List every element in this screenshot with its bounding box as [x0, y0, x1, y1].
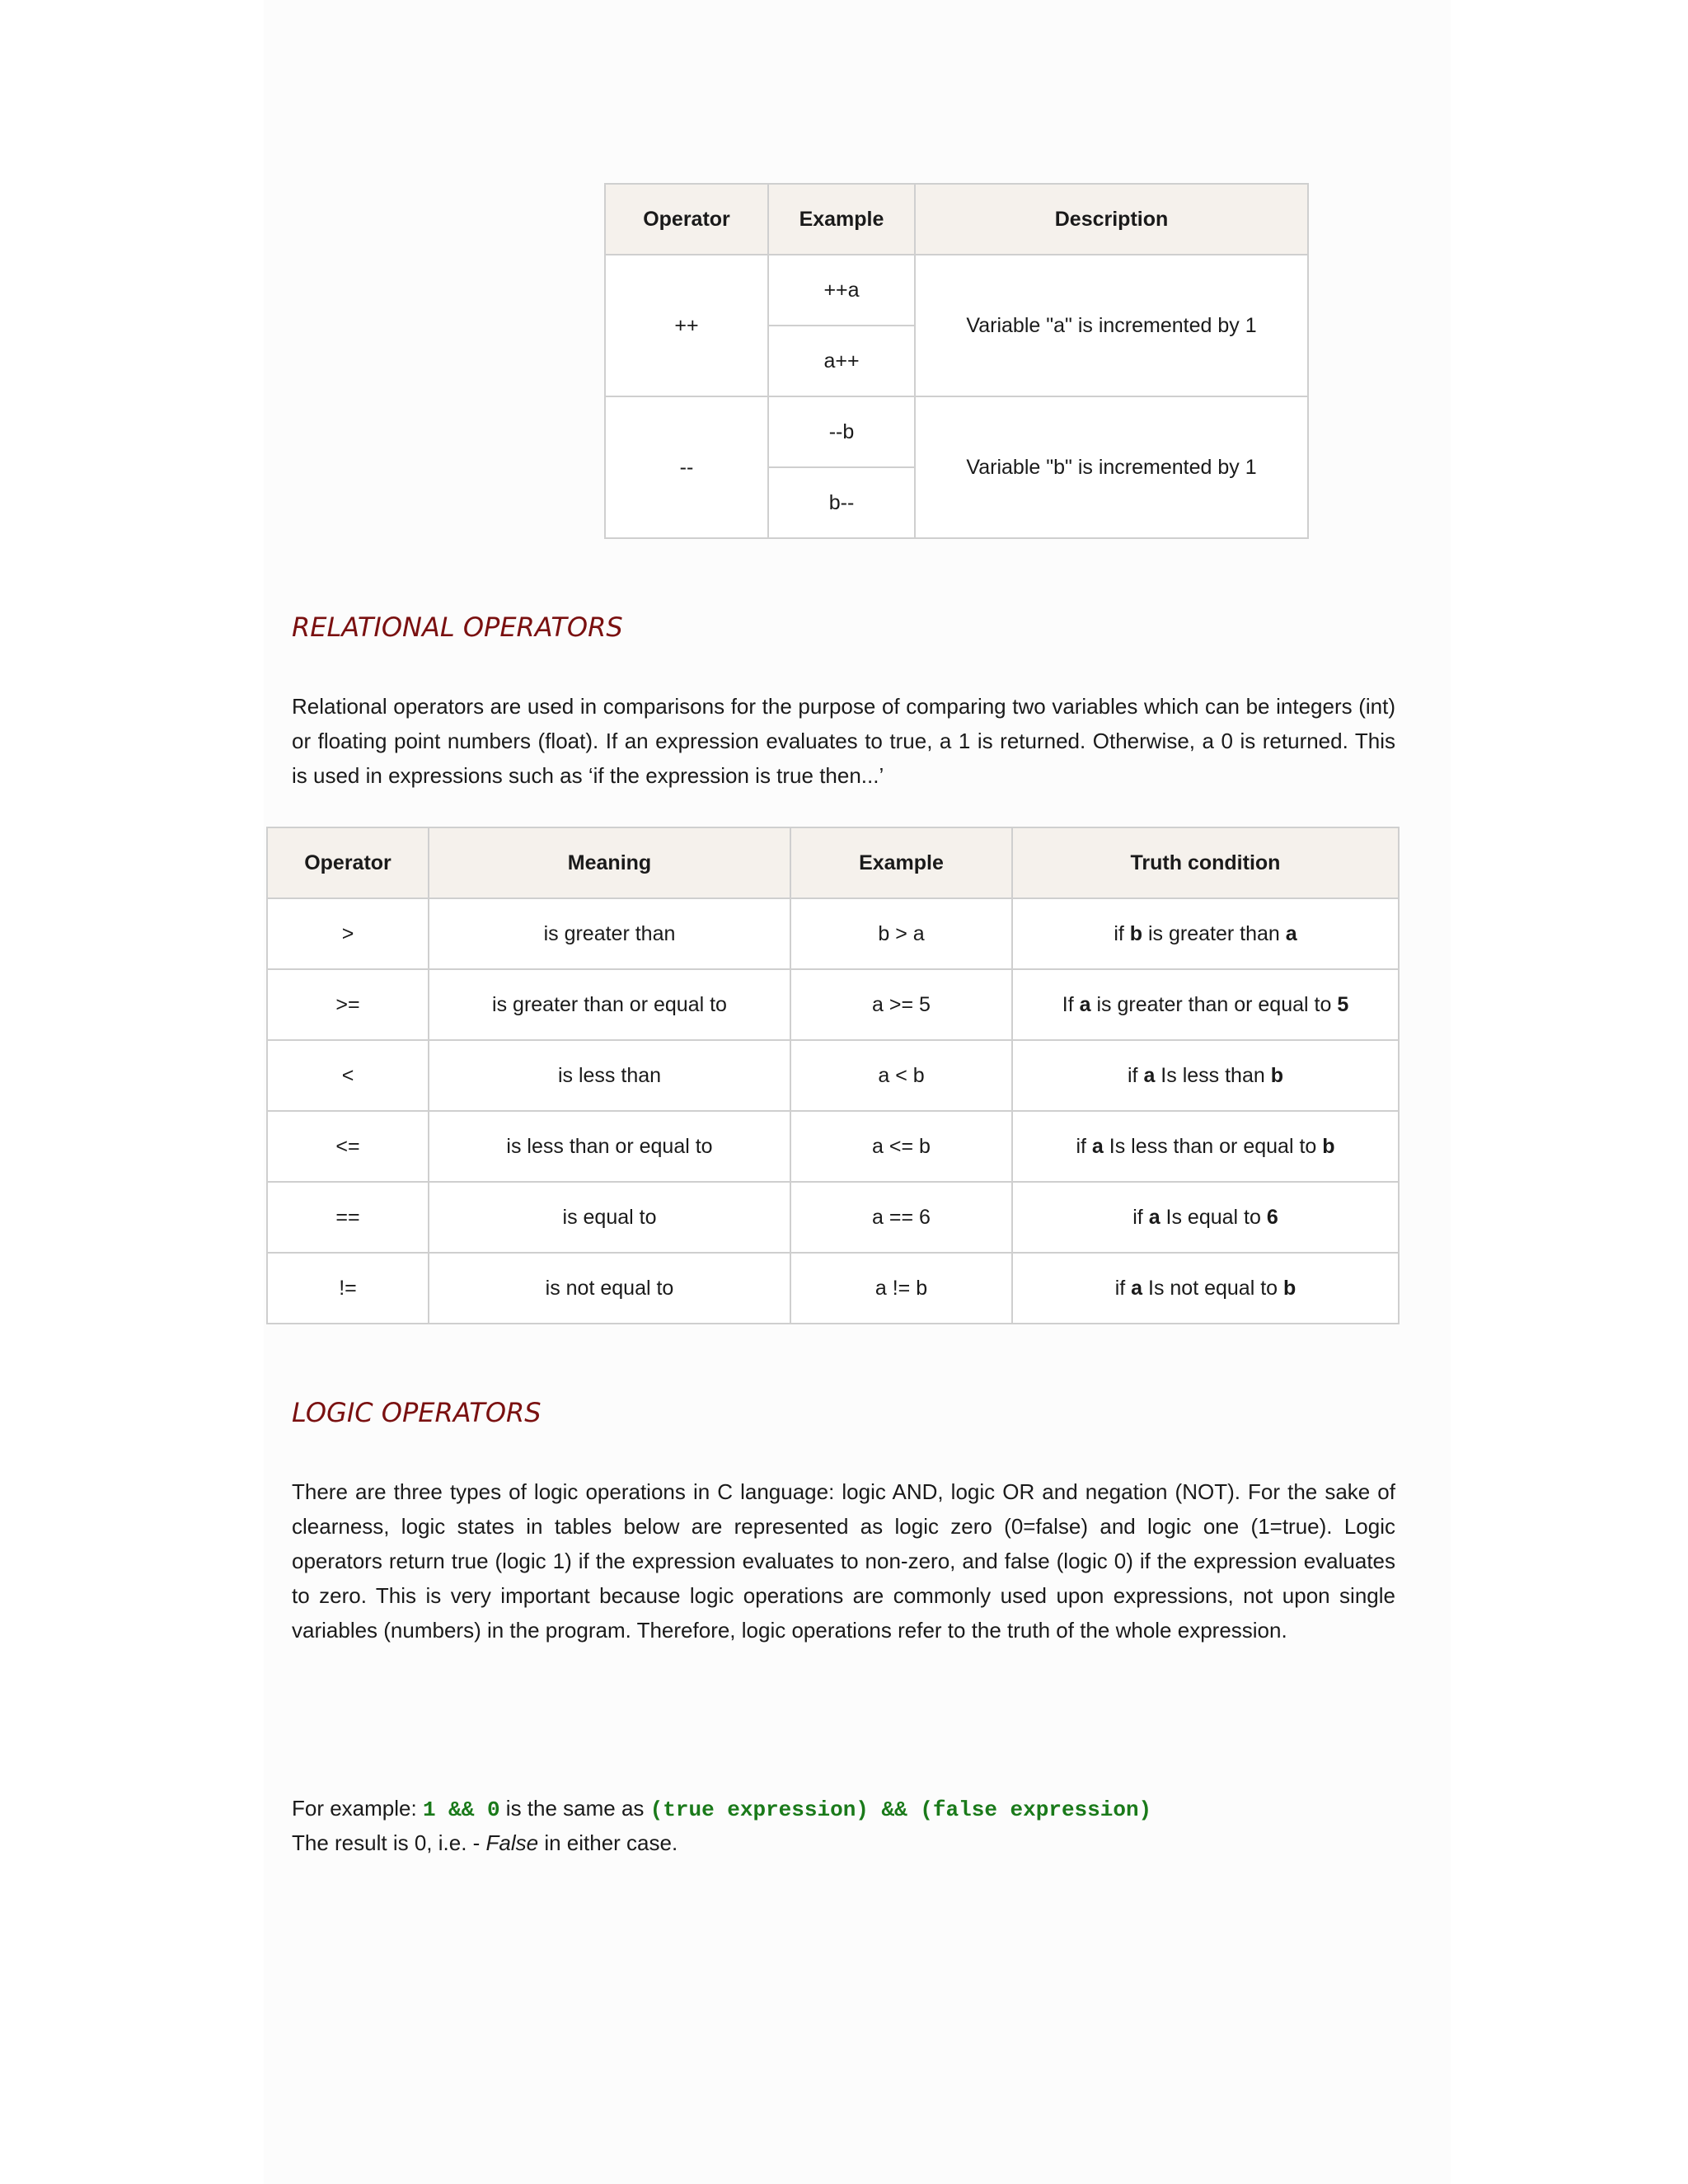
truth-text: Is equal to — [1160, 1205, 1267, 1229]
operator-cell: >= — [267, 969, 429, 1040]
truth-text: If — [1062, 992, 1080, 1016]
truth-text: Is less than — [1155, 1063, 1271, 1087]
description-cell: Variable "b" is incremented by 1 — [915, 396, 1308, 538]
meaning-cell: is greater than or equal to — [429, 969, 790, 1040]
truth-text: is greater than or equal to — [1090, 992, 1338, 1016]
header-operator: Operator — [267, 827, 429, 898]
result-prefix: The result is 0, i.e. - — [292, 1830, 486, 1855]
meaning-cell: is less than or equal to — [429, 1111, 790, 1182]
table-row — [267, 1182, 1399, 1253]
operator-cell: <= — [267, 1111, 429, 1182]
truth-text: if — [1076, 1134, 1092, 1158]
example-cell: a < b — [790, 1040, 1012, 1111]
relational-heading: RELATIONAL OPERATORS — [292, 612, 623, 643]
header-meaning: Meaning — [429, 827, 790, 898]
example-prefix: For example: — [292, 1796, 423, 1821]
truth-text: if — [1114, 921, 1130, 945]
example-cell: ++a — [768, 255, 915, 326]
example-cell: a++ — [768, 326, 915, 396]
operator-cell: == — [267, 1182, 429, 1253]
truth-text: is greater than — [1142, 921, 1286, 945]
truth-cell — [1012, 1040, 1399, 1111]
table-row — [267, 1040, 1399, 1111]
relational-operators-table — [266, 827, 1400, 1324]
truth-bold: a — [1148, 1205, 1160, 1229]
meaning-cell: is equal to — [429, 1182, 790, 1253]
truth-bold: 5 — [1337, 992, 1349, 1016]
header-truth-condition: Truth condition — [1012, 827, 1399, 898]
example-cell: a <= b — [790, 1111, 1012, 1182]
table-row — [267, 1111, 1399, 1182]
operator-cell: ++ — [605, 255, 768, 396]
example-cell: b > a — [790, 898, 1012, 969]
table-header-row — [267, 827, 1399, 898]
code-snippet: (true expression) && (false expression) — [649, 1797, 1152, 1822]
operator-cell: < — [267, 1040, 429, 1111]
logic-heading: LOGIC OPERATORS — [292, 1397, 542, 1428]
increment-operators-table — [604, 183, 1309, 539]
header-example: Example — [790, 827, 1012, 898]
relational-paragraph: Relational operators are used in comparisons for the purpose of comparing two variables which can be integers (int) or floating point numbers (float). If an expression evaluates to true, a 1 is returned. Otherwise, a 0 is returned. This is used in expressions such as ‘if the expression is true then...’ — [292, 694, 1395, 788]
operator-cell: > — [267, 898, 429, 969]
truth-bold: a — [1079, 992, 1091, 1016]
example-middle: is the same as — [499, 1796, 650, 1821]
header-operator: Operator — [605, 184, 768, 255]
example-cell: --b — [768, 396, 915, 467]
truth-bold: b — [1270, 1063, 1283, 1087]
header-example: Example — [768, 184, 915, 255]
truth-bold: a — [1131, 1276, 1143, 1300]
example-cell: b-- — [768, 467, 915, 538]
example-cell: a == 6 — [790, 1182, 1012, 1253]
description-cell: Variable "a" is incremented by 1 — [915, 255, 1308, 396]
table-row — [267, 1253, 1399, 1324]
truth-cell — [1012, 898, 1399, 969]
code-snippet: 1 && 0 — [422, 1797, 500, 1822]
table-row — [267, 969, 1399, 1040]
example-cell: a >= 5 — [790, 969, 1012, 1040]
table-row — [605, 396, 1308, 467]
truth-text: if — [1114, 1276, 1132, 1300]
truth-bold: a — [1285, 921, 1297, 945]
header-description: Description — [915, 184, 1308, 255]
table-row — [605, 255, 1308, 326]
example-line — [292, 1791, 1151, 1827]
table-row — [267, 898, 1399, 969]
table-header-row — [605, 184, 1308, 255]
operator-cell: != — [267, 1253, 429, 1324]
result-line — [292, 1825, 678, 1860]
truth-cell — [1012, 1253, 1399, 1324]
truth-bold: b — [1129, 921, 1143, 945]
result-suffix: in either case. — [538, 1830, 678, 1855]
truth-text: Is less than or equal to — [1103, 1134, 1323, 1158]
truth-text: if — [1132, 1205, 1149, 1229]
truth-cell — [1012, 969, 1399, 1040]
truth-bold: a — [1091, 1134, 1104, 1158]
truth-bold: b — [1322, 1134, 1335, 1158]
truth-cell — [1012, 1111, 1399, 1182]
truth-text: if — [1128, 1063, 1144, 1087]
meaning-cell: is not equal to — [429, 1253, 790, 1324]
example-cell: a != b — [790, 1253, 1012, 1324]
truth-bold: a — [1143, 1063, 1156, 1087]
truth-bold: 6 — [1266, 1205, 1278, 1229]
truth-cell — [1012, 1182, 1399, 1253]
truth-bold: b — [1283, 1276, 1296, 1300]
result-italic: False — [485, 1830, 539, 1855]
meaning-cell: is less than — [429, 1040, 790, 1111]
operator-cell: -- — [605, 396, 768, 538]
truth-text: Is not equal to — [1142, 1276, 1284, 1300]
logic-paragraph: There are three types of logic operations in C language: logic AND, logic OR and negation (NOT). For the sake of clearness, logic states in tables below are represented as logic zero (0=false) and logic one (1=true). Logic operators return true (logic 1) if the expression evaluates to non-zero, and false (logic 0) if the expression evaluates to zero. This is very important because logic operations are commonly used upon expressions, not upon single variables (numbers) in the program. Therefore, logic operations refer to the truth of the whole expression. — [292, 1479, 1395, 1643]
meaning-cell: is greater than — [429, 898, 790, 969]
